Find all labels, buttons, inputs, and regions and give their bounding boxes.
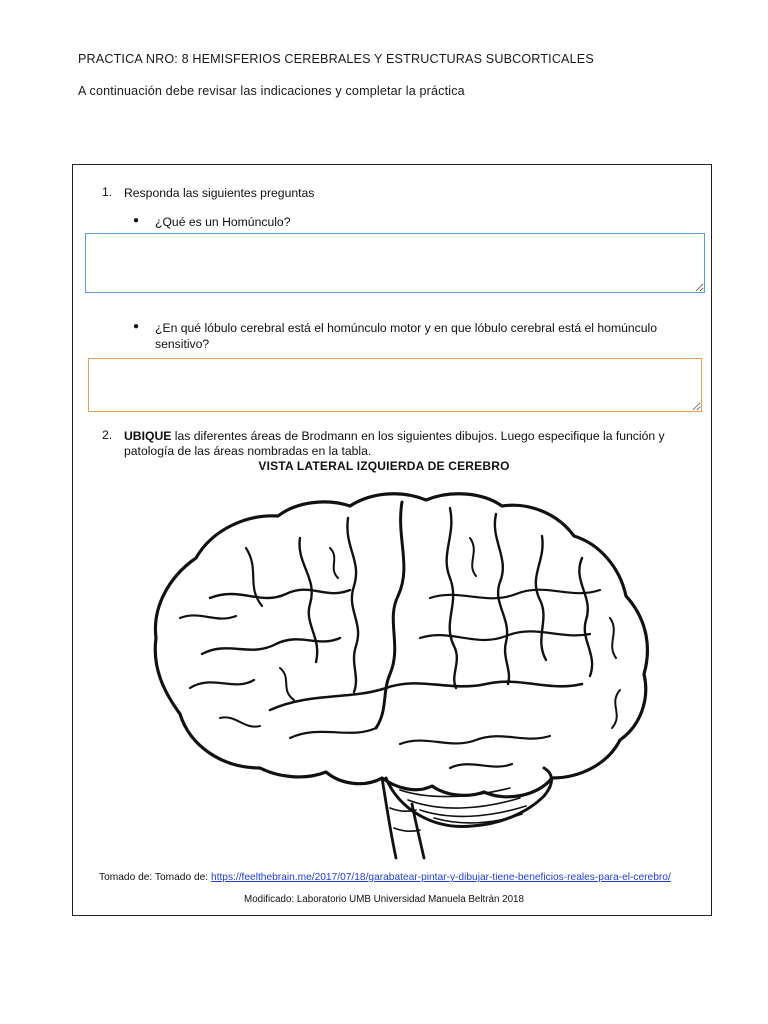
brain-lateral-illustration	[150, 478, 662, 870]
question-2-line1-rest: las diferentes áreas de Brodmann en los siguientes dibujos. Luego especifique la función y	[171, 429, 665, 443]
page-subtitle: A continuación debe revisar las indicaciones y completar la práctica	[78, 84, 465, 98]
question-1-number: 1.	[102, 185, 113, 199]
modified-note: Modificado: Laboratorio UMB Universidad Manuela Beltrán 2018	[244, 894, 524, 905]
question-2-number: 2.	[102, 428, 113, 442]
figure-title: VISTA LATERAL IZQUIERDA DE CEREBRO	[258, 459, 510, 473]
question-2-bold-word: UBIQUE	[124, 429, 172, 443]
bullet-2-text-line2: sensitivo?	[155, 337, 210, 351]
page-title: PRACTICA NRO: 8 HEMISFERIOS CEREBRALES Y ESTRUCTURAS SUBCORTICALES	[78, 52, 594, 66]
source-prefix: Tomado de: Tomado de:	[99, 872, 211, 883]
question-2-text-line1	[124, 428, 709, 444]
question-1-text: Responda las siguientes preguntas	[124, 186, 315, 200]
bullet-1-marker: ●	[133, 215, 140, 226]
question-2-text-line2: patología de las áreas nombradas en la tabla.	[124, 444, 372, 458]
bullet-1-text: ¿Qué es un Homúnculo?	[155, 215, 291, 229]
bullet-2-text-line1: ¿En qué lóbulo cerebral está el homúnculo motor y en que lóbulo cerebral está el homúnculo	[155, 321, 658, 335]
answer-lobulos-field[interactable]	[88, 358, 702, 412]
bullet-2-marker: ●	[133, 321, 140, 332]
source-citation	[99, 872, 671, 883]
source-link[interactable]: https://feelthebrain.me/2017/07/18/garabatear-pintar-y-dibujar-tiene-beneficios-reales-para-el-cerebro/	[210, 872, 671, 883]
answer-homunculo-field[interactable]	[85, 233, 705, 293]
